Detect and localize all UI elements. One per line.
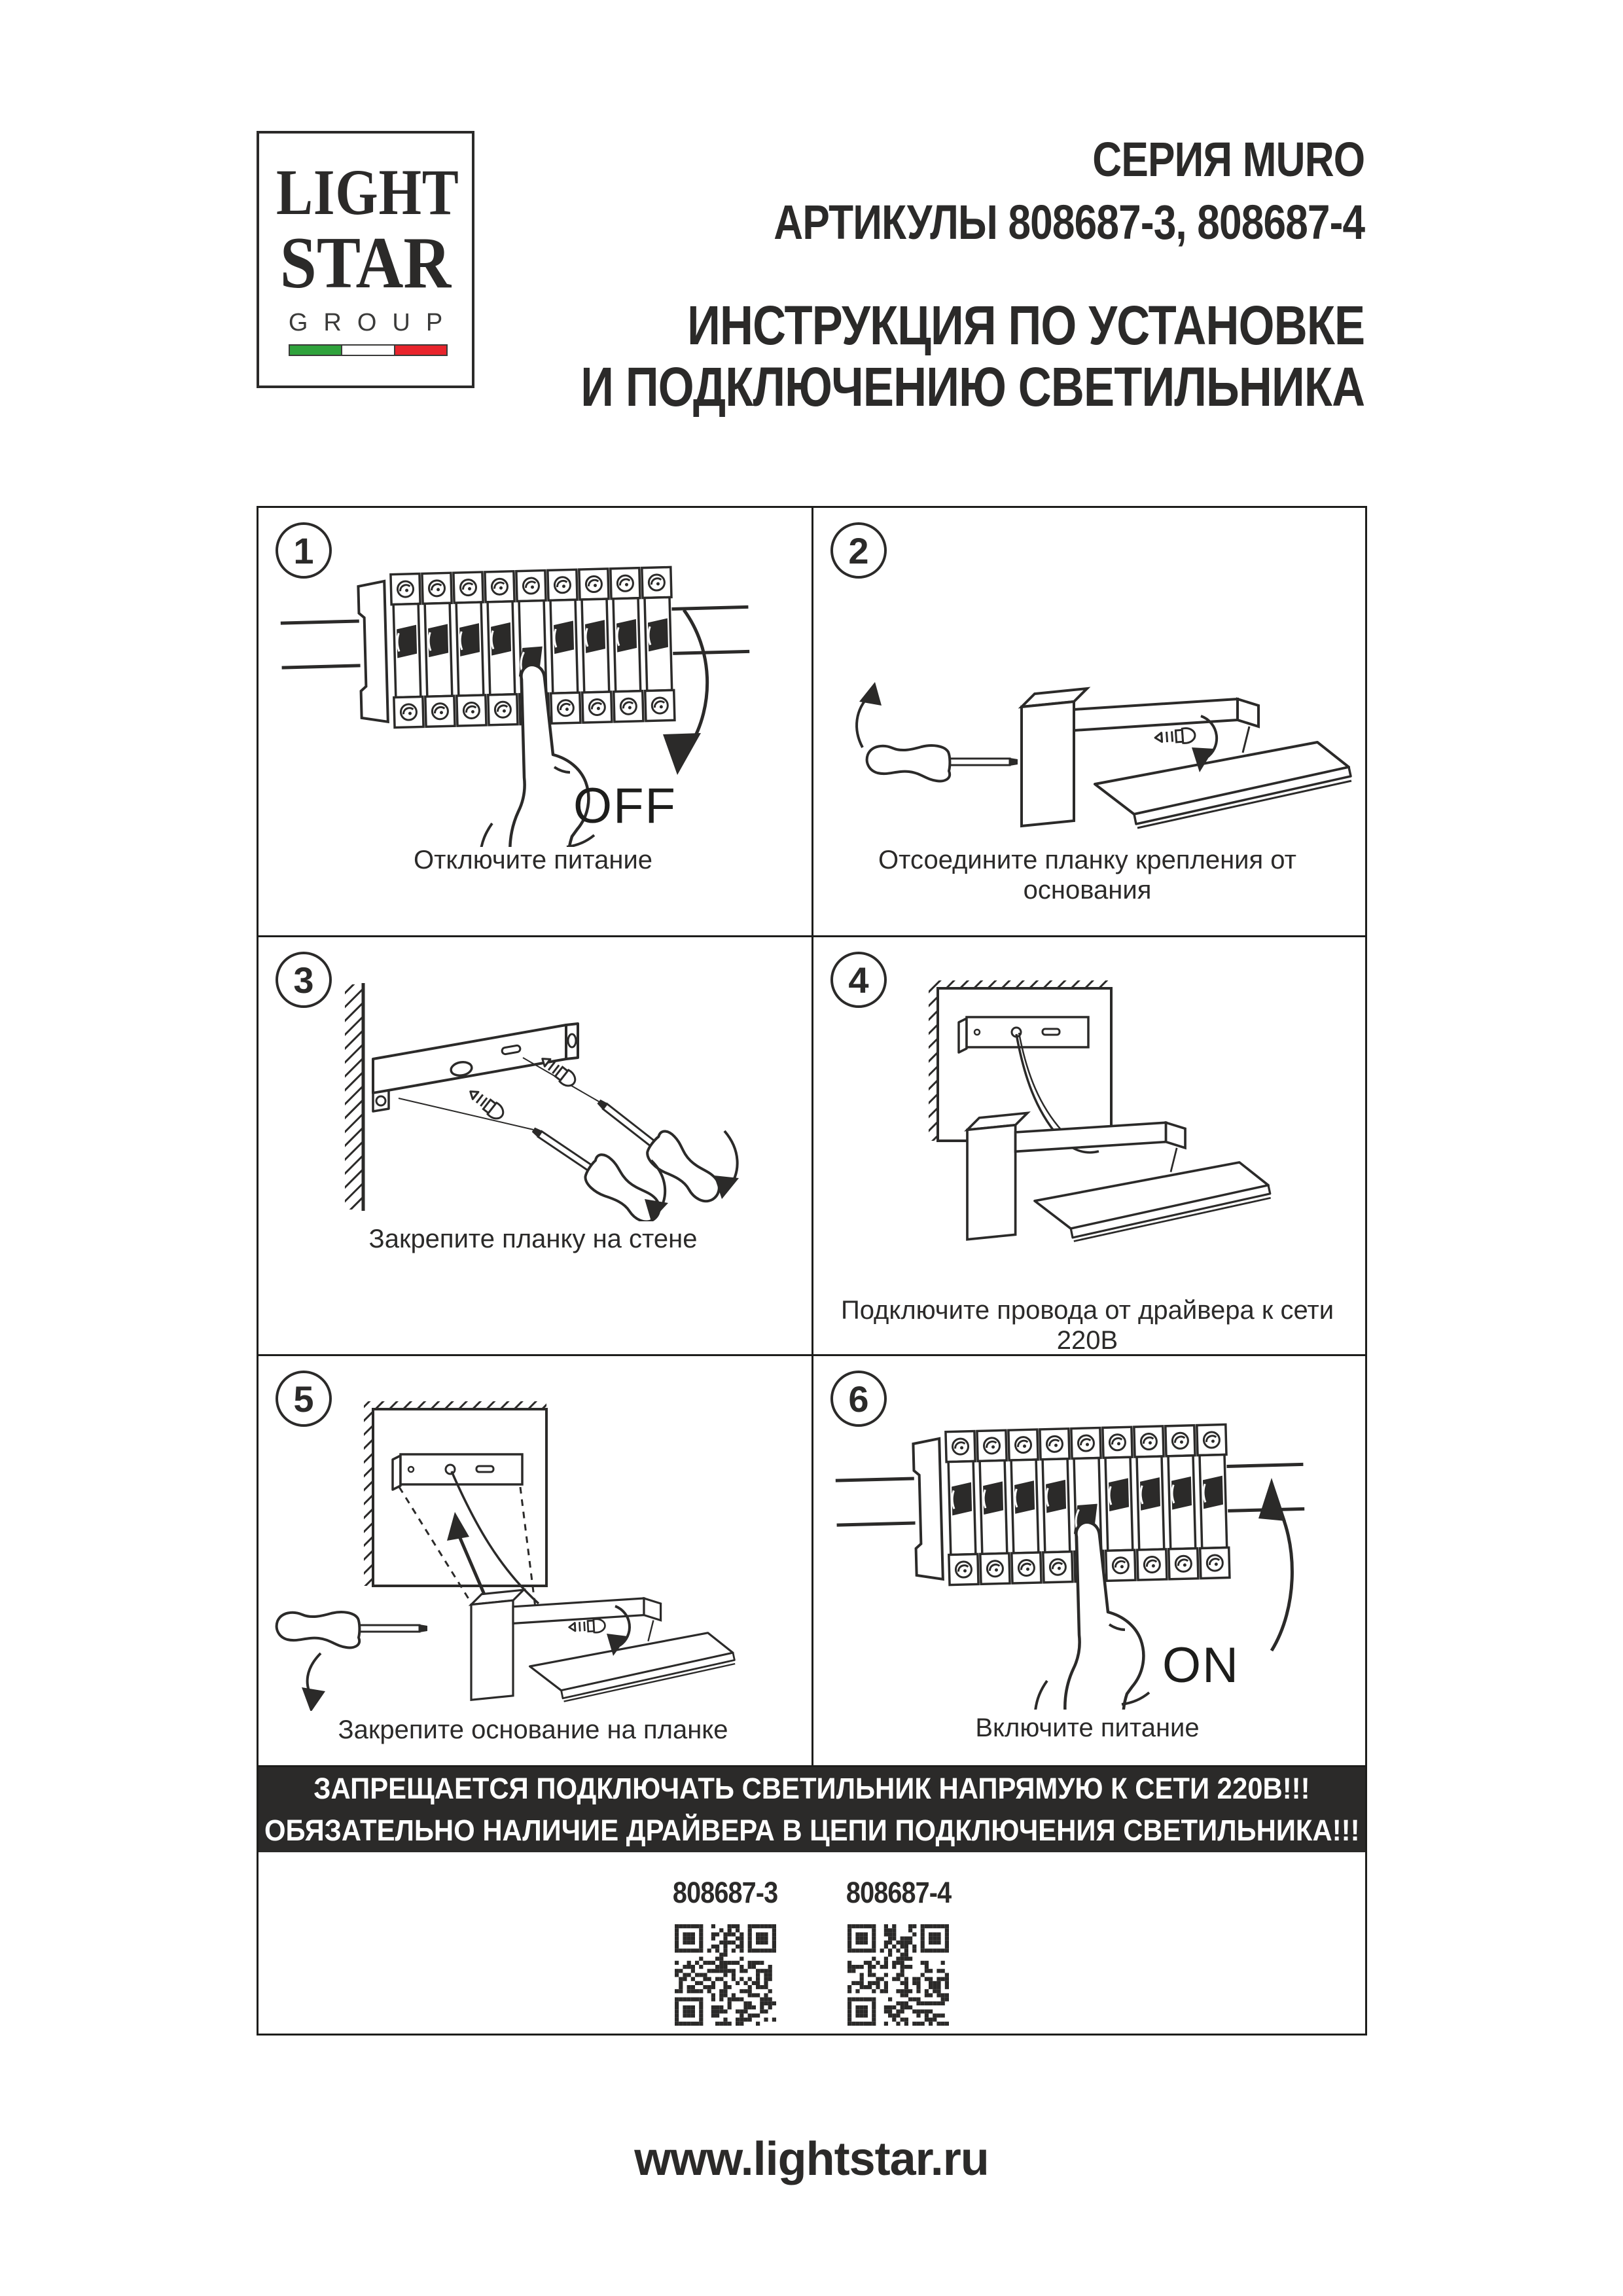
qr-code-icon [847, 1924, 949, 2026]
screw-icon [466, 1086, 507, 1122]
wall-hatch [345, 984, 363, 1210]
warning-banner [259, 1767, 1365, 1852]
page-title-line2: И ПОДКЛЮЧЕНИЮ СВЕТИЛЬНИКА [580, 356, 1364, 418]
title-block [431, 128, 1364, 418]
step-caption: Закрепите планку на стене [368, 1225, 698, 1253]
step-panel-4 [813, 937, 1365, 1356]
series-title: СЕРИЯ MURO [1092, 132, 1364, 187]
attach-base-illustration [259, 1399, 813, 1711]
breaker-on-illustration [813, 1402, 1368, 1710]
off-label: OFF [573, 778, 677, 834]
website-url: www.lightstar.ru [634, 2133, 989, 2185]
qr-section [259, 1852, 1365, 2034]
step-number: 1 [293, 529, 314, 571]
on-label: ON [1162, 1638, 1240, 1693]
wall-hatch [364, 1401, 373, 1586]
screwdriver-icon [277, 1612, 427, 1647]
screw-icon [569, 1619, 605, 1634]
connect-wires-illustration [813, 980, 1368, 1291]
logo-word-light: LIGHT [276, 156, 459, 228]
step-caption: Подключите провода от драйвера к сети 220В [840, 1296, 1334, 1355]
step-panel-5 [259, 1356, 813, 1767]
qr-item-808687-4 [839, 1876, 958, 2034]
mounting-plate-icon [373, 1025, 566, 1093]
warning-line1: ЗАПРЕЩАЕТСЯ ПОДКЛЮЧАТЬ СВЕТИЛЬНИК НАПРЯМУЮ К СЕТИ 220В!!! [313, 1772, 1310, 1805]
page-title-line1: ИНСТРУКЦИЯ ПО УСТАНОВКЕ [687, 295, 1364, 356]
mount-bracket-illustration [259, 980, 813, 1221]
step-number: 3 [293, 959, 314, 1001]
article-label: 808687-3 [673, 1876, 778, 1909]
step-caption: Отсоедините планку крепления от основания [878, 846, 1296, 905]
wall-lamp-icon [471, 1590, 735, 1701]
mounting-plate-icon [959, 1017, 1088, 1052]
articles-title: АРТИКУЛЫ 808687-3, 808687-4 [774, 195, 1364, 249]
logo-word-group: GROUP [288, 309, 459, 336]
warning-line2: ОБЯЗАТЕЛЬНО НАЛИЧИЕ ДРАЙВЕРА В ЦЕПИ ПОДКЛЮЧЕНИЯ СВЕТИЛЬНИКА!!! [264, 1814, 1360, 1847]
step-panel-2 [813, 508, 1365, 937]
screw-icon [1154, 728, 1195, 745]
step-caption: Отключите питание [413, 846, 653, 874]
qr-item-808687-3 [666, 1876, 785, 2034]
detach-bracket-illustration [813, 551, 1368, 844]
wall-lamp-icon [1022, 689, 1351, 828]
arrow-down-icon [684, 610, 707, 747]
breaker-off-illustration [259, 551, 813, 847]
qr-code-icon [675, 1924, 776, 2026]
step-number: 2 [848, 529, 869, 571]
step-caption: Закрепите основание на планке [338, 1715, 728, 1744]
wall-lamp-icon [967, 1113, 1271, 1241]
step-number: 5 [293, 1378, 314, 1420]
step-panel-3 [259, 937, 813, 1356]
article-label: 808687-4 [846, 1876, 951, 1909]
wall-hatch [929, 980, 938, 1141]
step-panel-6 [813, 1356, 1365, 1767]
step-number: 6 [848, 1378, 869, 1420]
step-number: 4 [848, 959, 869, 1001]
instruction-table [257, 506, 1367, 2036]
arrow-up-icon [1272, 1500, 1292, 1651]
italian-flag-icon [289, 344, 448, 356]
wall-patch [938, 988, 1111, 1141]
logo-word-star: STAR [279, 223, 452, 304]
wall-patch [373, 1409, 546, 1586]
step-panel-1 [259, 508, 813, 937]
screwdriver-icon [867, 745, 1018, 781]
step-caption: Включите питание [975, 1713, 1200, 1742]
